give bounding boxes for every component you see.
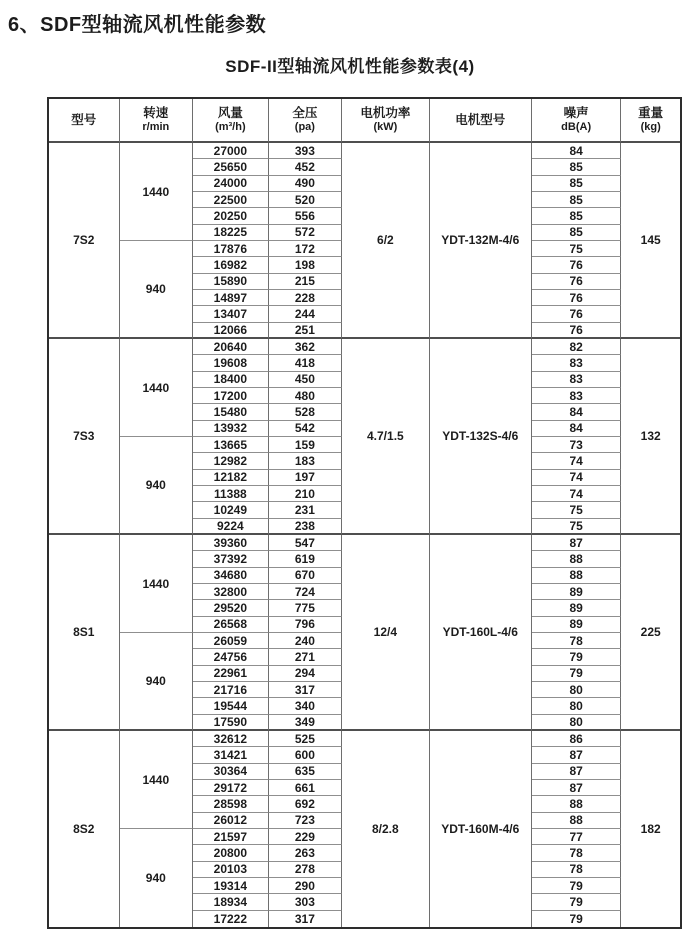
air-volume-cell: 9224 <box>193 519 269 535</box>
noise-cell: 76 <box>532 290 621 306</box>
air-volume-cell: 20640 <box>193 339 269 355</box>
pressure-cell: 635 <box>269 764 343 780</box>
noise-cell: 83 <box>532 355 621 371</box>
noise-cell: 83 <box>532 372 621 388</box>
air-volume-cell: 32800 <box>193 584 269 600</box>
air-volume-cell: 29520 <box>193 600 269 616</box>
col-header-noise-unit: dB(A) <box>561 121 592 134</box>
air-volume-cell: 20103 <box>193 862 269 878</box>
noise-cell: 88 <box>532 551 621 567</box>
weight-cell: 182 <box>640 822 661 836</box>
air-volume-cell: 15890 <box>193 274 269 290</box>
air-volume-cell: 13932 <box>193 421 269 437</box>
air-volume-cell: 28598 <box>193 796 269 812</box>
noise-cell: 84 <box>532 404 621 420</box>
motor-power-cell: 4.7/1.5 <box>342 339 429 535</box>
col-header-motor <box>430 99 532 143</box>
noise-cell: 76 <box>532 323 621 339</box>
noise-cell: 88 <box>532 568 621 584</box>
speed-cell: 940 <box>120 633 194 731</box>
pressure-cell: 349 <box>269 715 343 731</box>
air-volume-cell: 19314 <box>193 878 269 894</box>
pressure-cell: 490 <box>269 176 343 192</box>
air-volume-cell: 18934 <box>193 894 269 910</box>
pressure-cell: 528 <box>269 404 343 420</box>
noise-cell: 78 <box>532 845 621 861</box>
col-header-weight <box>621 99 680 143</box>
pressure-cell: 240 <box>269 633 343 649</box>
air-volume-cell: 17222 <box>193 911 269 927</box>
col-header-speed <box>120 99 194 143</box>
pressure-cell: 244 <box>269 306 343 322</box>
noise-cell: 88 <box>532 796 621 812</box>
pressure-cell: 183 <box>269 453 343 469</box>
noise-cell: 86 <box>532 731 621 747</box>
col-header-flow-label: 风量 <box>217 105 243 120</box>
air-volume-cell: 13665 <box>193 437 269 453</box>
air-volume-cell: 18400 <box>193 372 269 388</box>
pressure-cell: 572 <box>269 225 343 241</box>
pressure-cell: 775 <box>269 600 343 616</box>
air-volume-cell: 13407 <box>193 306 269 322</box>
air-volume-cell: 14897 <box>193 290 269 306</box>
air-volume-cell: 10249 <box>193 502 269 518</box>
pressure-cell: 215 <box>269 274 343 290</box>
pressure-cell: 251 <box>269 323 343 339</box>
pressure-cell: 294 <box>269 666 343 682</box>
motor-model-cell: YDT-132M-4/6 <box>430 143 532 339</box>
air-volume-cell: 21716 <box>193 682 269 698</box>
motor-power-cell: 12/4 <box>342 535 429 731</box>
table-title: SDF-II型轴流风机性能参数表(4) <box>225 57 475 76</box>
noise-cell: 79 <box>532 666 621 682</box>
air-volume-cell: 25650 <box>193 159 269 175</box>
model-cell: 7S3 <box>49 339 120 535</box>
air-volume-cell: 26568 <box>193 617 269 633</box>
noise-cell: 87 <box>532 764 621 780</box>
air-volume-cell: 37392 <box>193 551 269 567</box>
pressure-cell: 231 <box>269 502 343 518</box>
noise-cell: 89 <box>532 584 621 600</box>
air-volume-cell: 12066 <box>193 323 269 339</box>
pressure-cell: 172 <box>269 241 343 257</box>
air-volume-cell: 17200 <box>193 388 269 404</box>
pressure-cell: 670 <box>269 568 343 584</box>
performance-table <box>47 97 682 929</box>
col-header-noise-label: 噪声 <box>563 105 589 120</box>
col-header-power-unit: (kW) <box>373 121 398 134</box>
speed-cell: 1440 <box>120 535 194 633</box>
noise-cell: 85 <box>532 159 621 175</box>
air-volume-cell: 21597 <box>193 829 269 845</box>
air-volume-cell: 16982 <box>193 257 269 273</box>
noise-cell: 73 <box>532 437 621 453</box>
pressure-cell: 600 <box>269 747 343 763</box>
air-volume-cell: 22500 <box>193 192 269 208</box>
air-volume-cell: 17590 <box>193 715 269 731</box>
noise-cell: 83 <box>532 388 621 404</box>
noise-cell: 85 <box>532 208 621 224</box>
noise-cell: 84 <box>532 421 621 437</box>
pressure-cell: 290 <box>269 878 343 894</box>
pressure-cell: 542 <box>269 421 343 437</box>
col-header-power <box>342 99 429 143</box>
air-volume-cell: 12982 <box>193 453 269 469</box>
noise-cell: 78 <box>532 633 621 649</box>
noise-cell: 87 <box>532 535 621 551</box>
pressure-cell: 796 <box>269 617 343 633</box>
pressure-cell: 452 <box>269 159 343 175</box>
noise-cell: 78 <box>532 862 621 878</box>
pressure-cell: 228 <box>269 290 343 306</box>
model-cell: 8S2 <box>49 731 120 927</box>
pressure-cell: 197 <box>269 470 343 486</box>
noise-cell: 84 <box>532 143 621 159</box>
air-volume-cell: 20800 <box>193 845 269 861</box>
weight-cell: 132 <box>621 339 680 535</box>
air-volume-cell: 11388 <box>193 486 269 502</box>
speed-cell: 1440 <box>120 731 194 829</box>
noise-cell: 85 <box>532 225 621 241</box>
pressure-cell: 525 <box>269 731 343 747</box>
pressure-cell: 263 <box>269 845 343 861</box>
pressure-cell: 556 <box>269 208 343 224</box>
col-header-pressure <box>269 99 343 143</box>
motor-model-cell: YDT-132S-4/6 <box>430 339 532 535</box>
air-volume-cell: 15480 <box>193 404 269 420</box>
pressure-cell: 278 <box>269 862 343 878</box>
noise-cell: 89 <box>532 617 621 633</box>
col-header-speed-label: 转速 <box>143 105 169 120</box>
pressure-cell: 480 <box>269 388 343 404</box>
air-volume-cell: 20250 <box>193 208 269 224</box>
noise-cell: 75 <box>532 519 621 535</box>
noise-cell: 79 <box>532 894 621 910</box>
pressure-cell: 724 <box>269 584 343 600</box>
air-volume-cell: 19608 <box>193 355 269 371</box>
noise-cell: 79 <box>532 911 621 927</box>
pressure-cell: 317 <box>269 682 343 698</box>
noise-cell: 79 <box>532 878 621 894</box>
noise-cell: 77 <box>532 829 621 845</box>
col-header-speed-unit: r/min <box>142 121 170 134</box>
noise-cell: 80 <box>532 715 621 731</box>
pressure-cell: 520 <box>269 192 343 208</box>
pressure-cell: 210 <box>269 486 343 502</box>
weight-cell: 145 <box>621 143 680 339</box>
noise-cell: 87 <box>532 780 621 796</box>
noise-cell: 74 <box>532 453 621 469</box>
air-volume-cell: 24756 <box>193 649 269 665</box>
air-volume-cell: 30364 <box>193 764 269 780</box>
pressure-cell: 692 <box>269 796 343 812</box>
col-header-flow-unit: (m³/h) <box>215 121 246 134</box>
noise-cell: 85 <box>532 176 621 192</box>
noise-cell: 76 <box>532 257 621 273</box>
air-volume-cell: 26012 <box>193 813 269 829</box>
col-header-noise <box>532 99 621 143</box>
air-volume-cell: 32612 <box>193 731 269 747</box>
col-header-power-label: 电机功率 <box>360 105 411 120</box>
air-volume-cell: 27000 <box>193 143 269 159</box>
col-header-pressure-label: 全压 <box>292 105 318 120</box>
air-volume-cell: 26059 <box>193 633 269 649</box>
pressure-cell: 661 <box>269 780 343 796</box>
noise-cell: 79 <box>532 649 621 665</box>
pressure-cell: 303 <box>269 894 343 910</box>
noise-cell: 87 <box>532 747 621 763</box>
pressure-cell: 159 <box>269 437 343 453</box>
noise-cell: 89 <box>532 600 621 616</box>
noise-cell: 74 <box>532 486 621 502</box>
speed-cell: 940 <box>120 829 194 927</box>
col-header-model <box>49 99 120 143</box>
pressure-cell: 393 <box>269 143 343 159</box>
noise-cell: 80 <box>532 682 621 698</box>
weight-cell: 225 <box>621 535 680 731</box>
air-volume-cell: 34680 <box>193 568 269 584</box>
col-header-flow <box>193 99 269 143</box>
pressure-cell: 229 <box>269 829 343 845</box>
pressure-cell: 271 <box>269 649 343 665</box>
air-volume-cell: 18225 <box>193 225 269 241</box>
noise-cell: 75 <box>532 502 621 518</box>
pressure-cell: 418 <box>269 355 343 371</box>
col-header-pressure-unit: (pa) <box>294 121 315 134</box>
motor-model-cell: YDT-160M-4/6 <box>430 731 532 927</box>
col-header-weight-unit: (kg) <box>640 121 661 134</box>
air-volume-cell: 31421 <box>193 747 269 763</box>
speed-cell: 1440 <box>120 143 194 241</box>
pressure-cell: 547 <box>269 535 343 551</box>
col-header-model-label: 型号 <box>71 112 97 127</box>
air-volume-cell: 19544 <box>193 698 269 714</box>
speed-cell: 940 <box>120 437 194 535</box>
col-header-weight-label: 重量 <box>638 105 664 120</box>
air-volume-cell: 24000 <box>193 176 269 192</box>
noise-cell: 80 <box>532 698 621 714</box>
motor-power-cell: 6/2 <box>342 143 429 339</box>
noise-cell: 88 <box>532 813 621 829</box>
noise-cell: 75 <box>532 241 621 257</box>
model-cell: 8S1 <box>49 535 120 731</box>
pressure-cell: 450 <box>269 372 343 388</box>
air-volume-cell: 12182 <box>193 470 269 486</box>
speed-cell: 940 <box>120 241 194 339</box>
pressure-cell: 198 <box>269 257 343 273</box>
motor-power-cell: 8/2.8 <box>342 731 429 927</box>
noise-cell: 74 <box>532 470 621 486</box>
noise-cell: 76 <box>532 274 621 290</box>
pressure-cell: 723 <box>269 813 343 829</box>
pressure-cell: 317 <box>269 911 343 927</box>
model-cell: 7S2 <box>49 143 120 339</box>
air-volume-cell: 22961 <box>193 666 269 682</box>
pressure-cell: 238 <box>269 519 343 535</box>
noise-cell: 82 <box>532 339 621 355</box>
noise-cell: 76 <box>532 306 621 322</box>
pressure-cell: 362 <box>269 339 343 355</box>
air-volume-cell: 29172 <box>193 780 269 796</box>
noise-cell: 85 <box>532 192 621 208</box>
col-header-motor-label: 电机型号 <box>455 112 506 127</box>
page-title: 6、SDF型轴流风机性能参数 <box>8 14 267 36</box>
air-volume-cell: 17876 <box>193 241 269 257</box>
pressure-cell: 340 <box>269 698 343 714</box>
speed-cell: 1440 <box>120 339 194 437</box>
motor-model-cell: YDT-160L-4/6 <box>430 535 532 731</box>
pressure-cell: 619 <box>269 551 343 567</box>
air-volume-cell: 39360 <box>193 535 269 551</box>
